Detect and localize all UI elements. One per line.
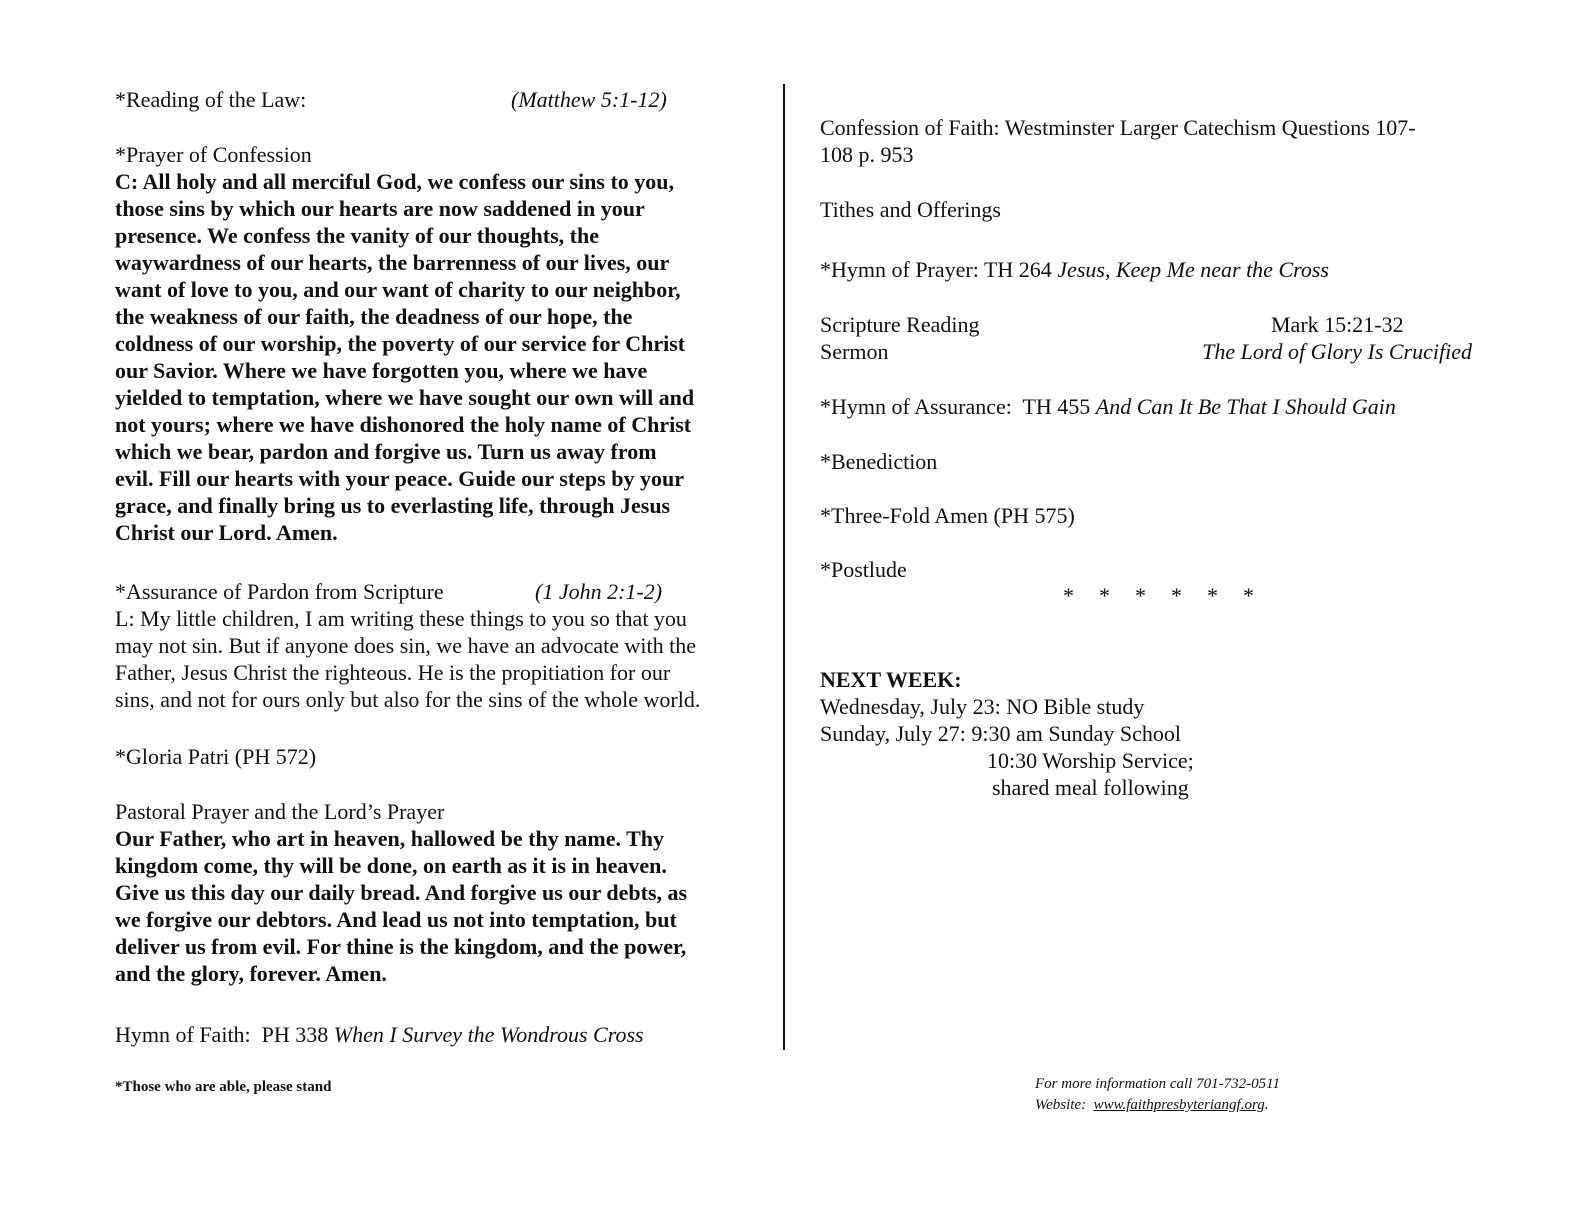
lords-prayer-line: and the glory, forever. Amen. xyxy=(115,961,387,986)
hymn-faith-label: Hymn of Faith: PH 338 xyxy=(115,1022,334,1047)
confession-faith-line: Confession of Faith: Westminster Larger Catechism Questions 107- xyxy=(820,115,1416,140)
prayer-of-confession xyxy=(115,141,755,546)
confession-line: yielded to temptation, where we have sought our own will and xyxy=(115,385,695,410)
lords-prayer-line: Give us this day our daily bread. And forgive us our debts, as xyxy=(115,880,688,905)
assurance-line: Father, Jesus Christ the righteous. He is the propitiation for our xyxy=(115,660,671,685)
section-separator xyxy=(1063,582,1279,609)
assurance-heading xyxy=(115,578,755,605)
confession-line: the weakness of our faith, the deadness of our hope, the xyxy=(115,304,633,329)
next-week-line: 10:30 Worship Service; xyxy=(987,748,1194,773)
confession-line: Christ our Lord. Amen. xyxy=(115,520,338,545)
hymn-of-assurance xyxy=(820,393,1480,420)
separator-star: * xyxy=(1243,583,1254,608)
hymn-assurance-label: *Hymn of Assurance: TH 455 xyxy=(820,394,1096,419)
tithes-offerings: Tithes and Offerings xyxy=(820,197,1001,222)
confession-of-faith xyxy=(820,114,1480,168)
hymn-prayer-label: *Hymn of Prayer: TH 264 xyxy=(820,257,1058,282)
column-divider xyxy=(783,84,785,1050)
confession-title: *Prayer of Confession xyxy=(115,142,312,167)
assurance-ref: (1 John 2:1-2) xyxy=(535,579,663,604)
assurance-of-pardon xyxy=(115,578,755,713)
pastoral-title: Pastoral Prayer and the Lord’s Prayer xyxy=(115,799,445,824)
reading-law-label: *Reading of the Law: xyxy=(115,87,307,112)
separator-star: * xyxy=(1099,583,1110,608)
three-fold-amen: *Three-Fold Amen (PH 575) xyxy=(820,503,1075,528)
confession-text xyxy=(115,168,755,546)
sermon xyxy=(820,338,1480,365)
next-week-line: Sunday, July 27: 9:30 am Sunday School xyxy=(820,721,1181,746)
separator-star: * xyxy=(1171,583,1182,608)
confession-line: evil. Fill our hearts with your peace. Guide our steps by your xyxy=(115,466,684,491)
reading-of-law xyxy=(115,86,755,113)
phone-info: For more information call 701-732-0511 xyxy=(1035,1076,1280,1092)
website-label: Website: xyxy=(1035,1097,1094,1113)
assurance-line: may not sin. But if anyone does sin, we have an advocate with the xyxy=(115,633,697,658)
confession-line: C: All holy and all merciful God, we confess our sins to you, xyxy=(115,169,675,194)
separator-star: * xyxy=(1063,583,1074,608)
confession-line: those sins by which our hearts are now saddened in your xyxy=(115,196,645,221)
postlude: *Postlude xyxy=(820,557,907,582)
lords-prayer-line: Our Father, who art in heaven, hallowed be thy name. Thy xyxy=(115,826,665,851)
next-week xyxy=(820,666,1480,801)
confession-line: coldness of our worship, the poverty of our service for Christ xyxy=(115,331,686,356)
next-week-heading: NEXT WEEK: xyxy=(820,667,962,692)
confession-line: grace, and finally bring us to everlasting life, through Jesus xyxy=(115,493,671,518)
assurance-label: *Assurance of Pardon from Scripture xyxy=(115,579,444,604)
scripture-label: Scripture Reading xyxy=(820,312,980,337)
lords-prayer-line: kingdom come, thy will be done, on earth as it is in heaven. xyxy=(115,853,667,878)
confession-line: which we bear, pardon and forgive us. Turn us away from xyxy=(115,439,657,464)
hymn-of-faith xyxy=(115,1021,755,1048)
stand-footnote: *Those who are able, please stand xyxy=(115,1079,332,1095)
confession-line: not yours; where we have dishonored the holy name of Christ xyxy=(115,412,692,437)
assurance-line: L: My little children, I am writing these things to you so that you xyxy=(115,606,687,631)
hymn-faith-title: When I Survey the Wondrous Cross xyxy=(333,1022,644,1047)
gloria-patri: *Gloria Patri (PH 572) xyxy=(115,744,317,769)
benediction: *Benediction xyxy=(820,449,938,474)
next-week-line: shared meal following xyxy=(992,775,1189,800)
confession-line: our Savior. Where we have forgotten you, where we have xyxy=(115,358,648,383)
hymn-assurance-title: And Can It Be That I Should Gain xyxy=(1095,394,1396,419)
confession-line: waywardness of our hearts, the barrenness of our lives, our xyxy=(115,250,670,275)
hymn-prayer-title: Jesus, Keep Me near the Cross xyxy=(1057,257,1329,282)
assurance-line: sins, and not for ours only but also for the sins of the whole world. xyxy=(115,687,701,712)
scripture-ref: Mark 15:21-32 xyxy=(1271,312,1404,337)
website-link[interactable]: www.faithpresbyteriangf.org xyxy=(1093,1097,1265,1113)
sermon-label: Sermon xyxy=(820,339,889,364)
confession-line: presence. We confess the vanity of our thoughts, the xyxy=(115,223,599,248)
scripture-reading xyxy=(820,311,1480,338)
hymn-of-prayer xyxy=(820,256,1480,283)
separator-star: * xyxy=(1135,583,1146,608)
website-end: . xyxy=(1264,1097,1269,1113)
sermon-title: The Lord of Glory Is Crucified xyxy=(1202,339,1472,364)
contact-info xyxy=(1035,1074,1280,1116)
lords-prayer-line: we forgive our debtors. And lead us not into temptation, but xyxy=(115,907,677,932)
pastoral-prayer xyxy=(115,798,755,987)
reading-law-ref: (Matthew 5:1-12) xyxy=(511,87,667,112)
confession-line: want of love to you, and our want of charity to our neighbor, xyxy=(115,277,681,302)
next-week-line: Wednesday, July 23: NO Bible study xyxy=(820,694,1145,719)
separator-star: * xyxy=(1207,583,1218,608)
confession-faith-line: 108 p. 953 xyxy=(820,142,914,167)
lords-prayer-text xyxy=(115,825,755,987)
website-line xyxy=(1035,1095,1280,1116)
lords-prayer-line: deliver us from evil. For thine is the kingdom, and the power, xyxy=(115,934,687,959)
